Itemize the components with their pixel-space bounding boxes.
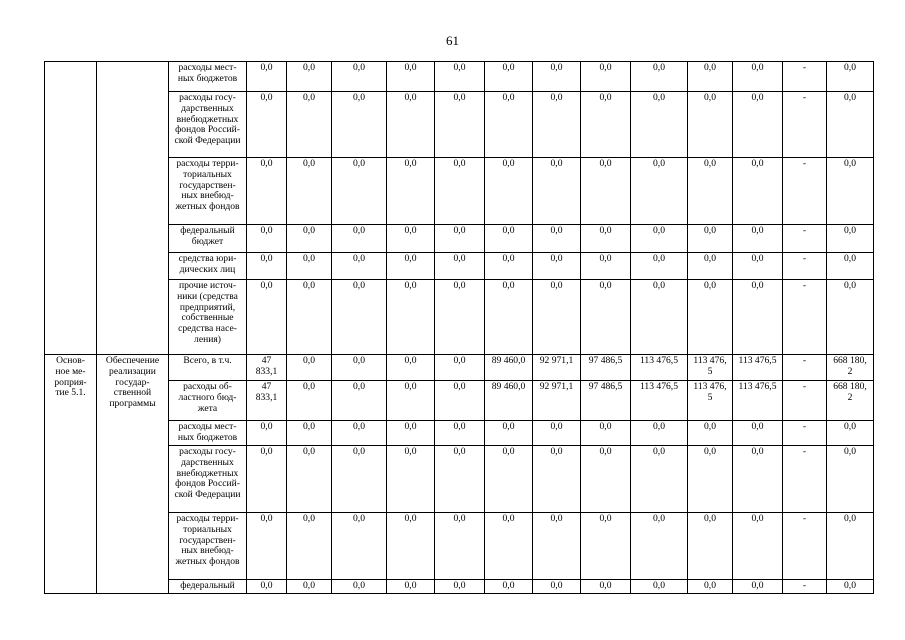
- value-cell: 0,0: [581, 513, 631, 580]
- value-cell: 0,0: [485, 225, 533, 253]
- value-cell: 0,0: [631, 513, 688, 580]
- value-cell: 0,0: [387, 280, 435, 355]
- value-cell: -: [783, 513, 827, 580]
- value-cell: 0,0: [287, 513, 332, 580]
- value-cell: 0,0: [332, 421, 387, 446]
- value-cell: 0,0: [332, 355, 387, 381]
- value-cell: 47 833,1: [247, 355, 287, 381]
- value-cell: 0,0: [827, 158, 874, 225]
- value-cell: -: [783, 355, 827, 381]
- value-cell: -: [783, 580, 827, 594]
- value-cell: 0,0: [733, 280, 783, 355]
- value-cell: 0,0: [533, 421, 581, 446]
- value-cell: 0,0: [533, 446, 581, 513]
- value-cell: 0,0: [631, 92, 688, 158]
- value-cell: 0,0: [733, 421, 783, 446]
- value-cell: 0,0: [688, 421, 733, 446]
- funding-source-cell: расходы госу- дарственных внебюджетных фондов Россий- ской Федерации: [169, 92, 247, 158]
- value-cell: 0,0: [733, 158, 783, 225]
- value-cell: -: [783, 446, 827, 513]
- value-cell: 0,0: [533, 513, 581, 580]
- value-cell: 0,0: [631, 280, 688, 355]
- value-cell: 0,0: [688, 225, 733, 253]
- funding-source-cell: расходы мест- ных бюджетов: [169, 421, 247, 446]
- value-cell: 0,0: [631, 446, 688, 513]
- table-row: [45, 280, 874, 355]
- value-cell: 0,0: [435, 355, 485, 381]
- value-cell: 0,0: [485, 421, 533, 446]
- funding-source-cell: расходы об- ластного бюд- жета: [169, 381, 247, 421]
- value-cell: 0,0: [287, 381, 332, 421]
- value-cell: 0,0: [435, 280, 485, 355]
- value-cell: 0,0: [435, 158, 485, 225]
- funding-source-cell: средства юри- дических лиц: [169, 253, 247, 280]
- value-cell: 0,0: [332, 280, 387, 355]
- value-cell: 0,0: [332, 446, 387, 513]
- value-cell: -: [783, 253, 827, 280]
- value-cell: 0,0: [533, 253, 581, 280]
- value-cell: 0,0: [827, 580, 874, 594]
- value-cell: 0,0: [287, 62, 332, 92]
- value-cell: 0,0: [435, 253, 485, 280]
- value-cell: 0,0: [581, 158, 631, 225]
- value-cell: 0,0: [287, 580, 332, 594]
- value-cell: 113 476,5: [733, 355, 783, 381]
- value-cell: 0,0: [332, 62, 387, 92]
- value-cell: 89 460,0: [485, 381, 533, 421]
- value-cell: 0,0: [827, 446, 874, 513]
- table-row: [45, 92, 874, 158]
- value-cell: 0,0: [631, 62, 688, 92]
- value-cell: 0,0: [287, 421, 332, 446]
- value-cell: 0,0: [387, 580, 435, 594]
- value-cell: 0,0: [533, 580, 581, 594]
- value-cell: 0,0: [631, 253, 688, 280]
- value-cell: 0,0: [485, 580, 533, 594]
- value-cell: 0,0: [247, 421, 287, 446]
- value-cell: 0,0: [581, 421, 631, 446]
- value-cell: 0,0: [733, 446, 783, 513]
- table-row: [45, 253, 874, 280]
- table-row: [45, 225, 874, 253]
- value-cell: 0,0: [435, 92, 485, 158]
- value-cell: 0,0: [287, 158, 332, 225]
- table-row: [45, 62, 874, 92]
- value-cell: 0,0: [485, 158, 533, 225]
- value-cell: 0,0: [631, 580, 688, 594]
- value-cell: 0,0: [387, 253, 435, 280]
- table-row: [45, 158, 874, 225]
- value-cell: 0,0: [688, 446, 733, 513]
- value-cell: -: [783, 158, 827, 225]
- value-cell: 0,0: [827, 92, 874, 158]
- value-cell: 92 971,1: [533, 381, 581, 421]
- value-cell: 0,0: [581, 62, 631, 92]
- value-cell: 0,0: [485, 513, 533, 580]
- value-cell: 0,0: [485, 253, 533, 280]
- table-row: [45, 355, 874, 381]
- value-cell: 0,0: [387, 62, 435, 92]
- value-cell: 0,0: [332, 513, 387, 580]
- value-cell: 113 476,5: [733, 381, 783, 421]
- value-cell: 0,0: [332, 381, 387, 421]
- value-cell: 0,0: [247, 280, 287, 355]
- value-cell: 0,0: [387, 446, 435, 513]
- value-cell: 0,0: [332, 158, 387, 225]
- value-cell: -: [783, 381, 827, 421]
- funding-source-cell: Всего, в т.ч.: [169, 355, 247, 381]
- table-row: [45, 580, 874, 594]
- value-cell: 0,0: [332, 92, 387, 158]
- value-cell: 0,0: [688, 158, 733, 225]
- value-cell: 0,0: [485, 280, 533, 355]
- value-cell: 0,0: [247, 92, 287, 158]
- value-cell: 113 476, 5: [688, 355, 733, 381]
- value-cell: 113 476,5: [631, 355, 688, 381]
- value-cell: 0,0: [332, 225, 387, 253]
- value-cell: 0,0: [485, 62, 533, 92]
- value-cell: 113 476, 5: [688, 381, 733, 421]
- value-cell: 0,0: [247, 253, 287, 280]
- value-cell: 0,0: [688, 280, 733, 355]
- value-cell: 0,0: [435, 446, 485, 513]
- value-cell: 113 476,5: [631, 381, 688, 421]
- value-cell: 0,0: [485, 92, 533, 158]
- value-cell: 0,0: [733, 62, 783, 92]
- value-cell: 89 460,0: [485, 355, 533, 381]
- value-cell: 0,0: [581, 225, 631, 253]
- measure-name-cell: Основ- ное ме- роприя- тие 5.1.: [45, 355, 97, 594]
- value-cell: 0,0: [287, 355, 332, 381]
- value-cell: 0,0: [247, 225, 287, 253]
- value-cell: 0,0: [827, 62, 874, 92]
- table-row: [45, 381, 874, 421]
- measure-title-cell: Обеспечение реализации государ- ственной программы: [97, 355, 169, 594]
- value-cell: 0,0: [387, 381, 435, 421]
- value-cell: 0,0: [533, 280, 581, 355]
- value-cell: 0,0: [435, 62, 485, 92]
- value-cell: 0,0: [581, 280, 631, 355]
- value-cell: -: [783, 225, 827, 253]
- value-cell: 0,0: [631, 158, 688, 225]
- value-cell: 0,0: [387, 421, 435, 446]
- funding-source-cell: федеральный бюджет: [169, 225, 247, 253]
- value-cell: 0,0: [247, 62, 287, 92]
- value-cell: 0,0: [733, 580, 783, 594]
- value-cell: 0,0: [247, 158, 287, 225]
- value-cell: 0,0: [435, 421, 485, 446]
- value-cell: 0,0: [581, 446, 631, 513]
- value-cell: 0,0: [387, 355, 435, 381]
- value-cell: 0,0: [581, 580, 631, 594]
- value-cell: 0,0: [688, 92, 733, 158]
- value-cell: 0,0: [688, 580, 733, 594]
- value-cell: -: [783, 280, 827, 355]
- value-cell: 0,0: [827, 225, 874, 253]
- value-cell: 0,0: [631, 225, 688, 253]
- value-cell: 92 971,1: [533, 355, 581, 381]
- value-cell: 0,0: [287, 253, 332, 280]
- measure-title-cell-empty: [97, 62, 169, 355]
- value-cell: 0,0: [827, 421, 874, 446]
- value-cell: -: [783, 62, 827, 92]
- table-row: [45, 421, 874, 446]
- budget-table: [44, 61, 874, 594]
- value-cell: 668 180, 2: [827, 355, 874, 381]
- value-cell: 0,0: [332, 580, 387, 594]
- funding-source-cell: расходы терри- ториальных государствен- ных внебюд- жетных фондов: [169, 158, 247, 225]
- value-cell: 0,0: [435, 513, 485, 580]
- value-cell: 0,0: [631, 421, 688, 446]
- value-cell: 0,0: [533, 62, 581, 92]
- value-cell: 0,0: [827, 253, 874, 280]
- value-cell: 0,0: [688, 253, 733, 280]
- value-cell: -: [783, 92, 827, 158]
- value-cell: 0,0: [485, 446, 533, 513]
- value-cell: 0,0: [533, 92, 581, 158]
- value-cell: 0,0: [581, 92, 631, 158]
- funding-source-cell: расходы мест- ных бюджетов: [169, 62, 247, 92]
- value-cell: 0,0: [435, 225, 485, 253]
- value-cell: -: [783, 421, 827, 446]
- value-cell: 0,0: [581, 253, 631, 280]
- value-cell: 668 180, 2: [827, 381, 874, 421]
- value-cell: 0,0: [733, 225, 783, 253]
- value-cell: 0,0: [287, 280, 332, 355]
- value-cell: 0,0: [827, 280, 874, 355]
- value-cell: 0,0: [387, 158, 435, 225]
- value-cell: 0,0: [387, 513, 435, 580]
- measure-name-cell-empty: [45, 62, 97, 355]
- value-cell: 0,0: [733, 253, 783, 280]
- value-cell: 0,0: [387, 92, 435, 158]
- table-row: [45, 446, 874, 513]
- value-cell: 0,0: [533, 158, 581, 225]
- value-cell: 97 486,5: [581, 355, 631, 381]
- funding-source-cell: федеральный: [169, 580, 247, 594]
- value-cell: 0,0: [287, 225, 332, 253]
- value-cell: 0,0: [827, 513, 874, 580]
- value-cell: 0,0: [688, 62, 733, 92]
- funding-source-cell: расходы терри- ториальных государствен- ных внебюд- жетных фондов: [169, 513, 247, 580]
- value-cell: 0,0: [533, 225, 581, 253]
- value-cell: 0,0: [287, 446, 332, 513]
- table-row: [45, 513, 874, 580]
- value-cell: 0,0: [435, 580, 485, 594]
- value-cell: 0,0: [387, 225, 435, 253]
- value-cell: 0,0: [435, 381, 485, 421]
- page-number: 61: [446, 33, 459, 48]
- value-cell: 0,0: [247, 580, 287, 594]
- value-cell: 0,0: [332, 253, 387, 280]
- funding-source-cell: расходы госу- дарственных внебюджетных фондов Россий- ской Федерации: [169, 446, 247, 513]
- value-cell: 97 486,5: [581, 381, 631, 421]
- value-cell: 0,0: [733, 92, 783, 158]
- value-cell: 0,0: [688, 513, 733, 580]
- value-cell: 0,0: [247, 513, 287, 580]
- value-cell: 0,0: [733, 513, 783, 580]
- value-cell: 47 833,1: [247, 381, 287, 421]
- value-cell: 0,0: [287, 92, 332, 158]
- funding-source-cell: прочие источ- ники (средства предприятий, собственные средства насе- ления): [169, 280, 247, 355]
- value-cell: 0,0: [247, 446, 287, 513]
